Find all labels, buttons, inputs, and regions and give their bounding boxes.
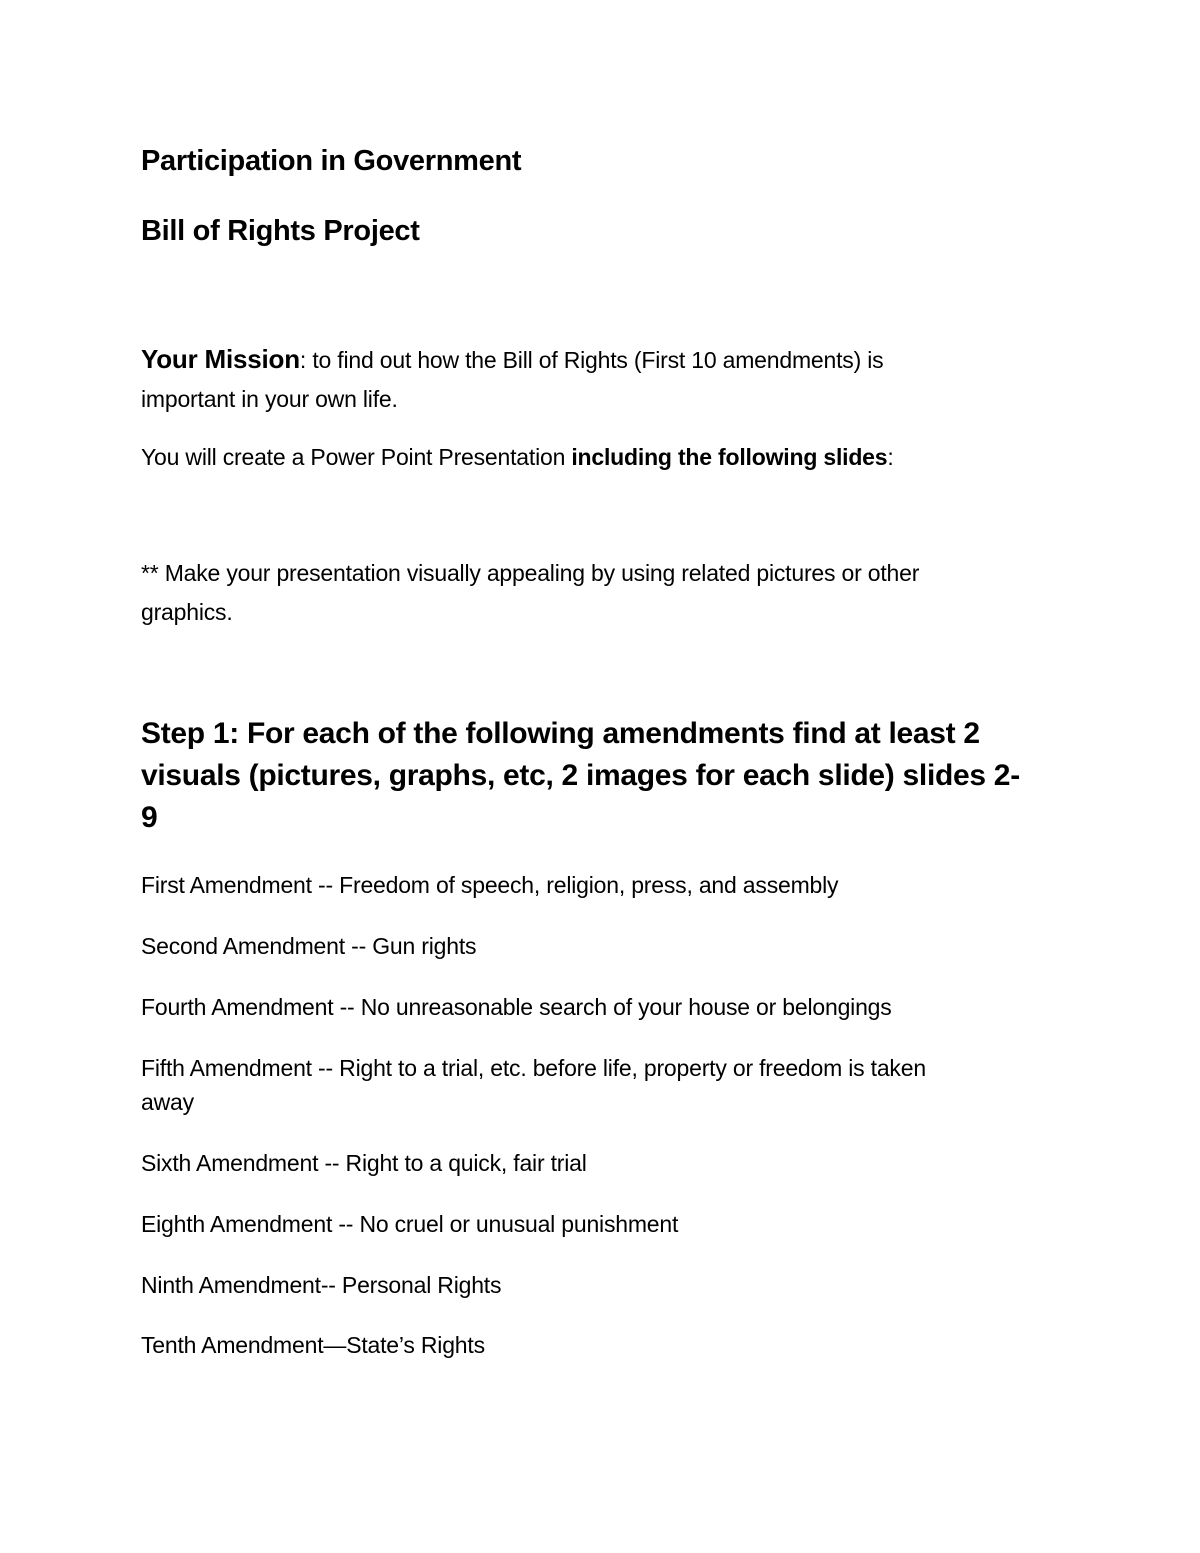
document-subtitle: Bill of Rights Project (141, 215, 420, 247)
step1-heading (141, 713, 1020, 839)
mission-line-1 (141, 340, 883, 380)
step1-line-1: Step 1: For each of the following amendments find at least 2 (141, 717, 980, 750)
note-line-1: ** Make your presentation visually appealing by using related pictures or other (141, 560, 920, 586)
amendment-eighth: Eighth Amendment -- No cruel or unusual punishment (141, 1211, 679, 1237)
instruction-suffix: : (887, 444, 894, 470)
amendment-ninth: Ninth Amendment-- Personal Rights (141, 1272, 502, 1298)
amendment-fifth (141, 1051, 926, 1119)
amendment-fourth: Fourth Amendment -- No unreasonable search of your house or belongings (141, 994, 892, 1020)
amendment-fifth-line-1: Fifth Amendment -- Right to a trial, etc. before life, property or freedom is taken (141, 1055, 926, 1081)
mission-colon: : (299, 347, 307, 373)
document-title: Participation in Government (141, 145, 522, 177)
amendment-first: First Amendment -- Freedom of speech, religion, press, and assembly (141, 872, 839, 898)
mission-paragraph (141, 340, 883, 419)
amendment-tenth: Tenth Amendment—State’s Rights (141, 1332, 485, 1358)
amendment-fifth-line-2: away (141, 1089, 194, 1115)
mission-line-2: important in your own life. (141, 386, 398, 412)
instruction-bold: including the following slides (571, 444, 888, 470)
amendment-sixth: Sixth Amendment -- Right to a quick, fair trial (141, 1150, 587, 1176)
amendment-second: Second Amendment -- Gun rights (141, 933, 477, 959)
step1-line-2: visuals (pictures, graphs, etc, 2 images for each slide) slides 2- (141, 759, 1020, 792)
step1-line-3: 9 (141, 801, 158, 834)
instruction-prefix: You will create a Power Point Presentation (141, 444, 572, 470)
instruction-paragraph (141, 438, 894, 477)
note-paragraph (141, 554, 919, 632)
mission-label: Your Mission (141, 344, 300, 374)
mission-text-1: to find out how the Bill of Rights (First 10 amendments) is (306, 347, 884, 373)
note-line-2: graphics. (141, 599, 233, 625)
